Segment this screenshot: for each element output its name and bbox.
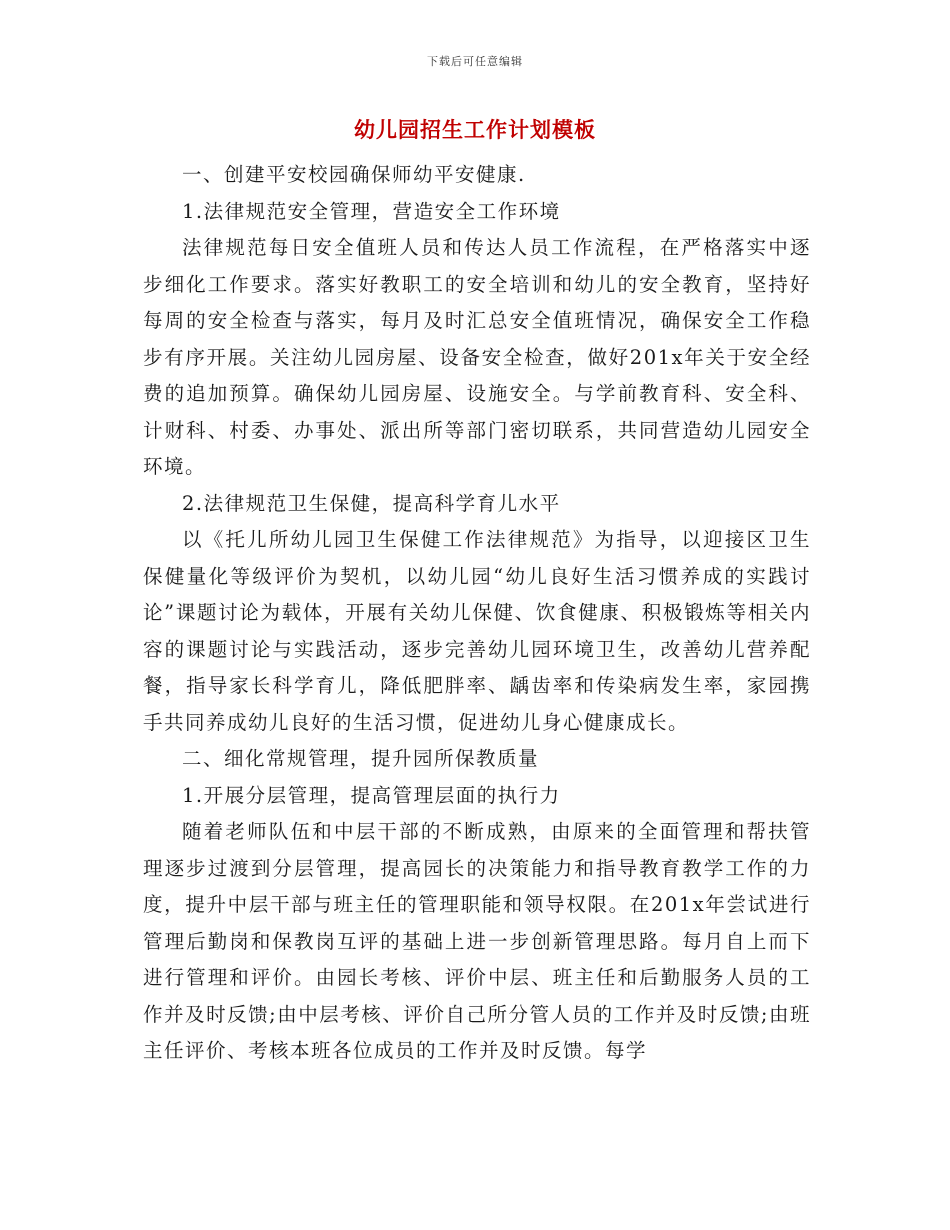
subsection-heading-2-1: 1.开展分层管理，提高管理层面的执行力: [182, 783, 561, 807]
document-body: [143, 157, 811, 1070]
document-title: 幼儿园招生工作计划模板: [354, 117, 596, 142]
subsection-heading-1-1: 1.法律规范安全管理，营造安全工作环境: [182, 199, 561, 223]
body-paragraph: 以《托儿所幼儿园卫生保健工作法律规范》为指导，以迎接区卫生保健量化等级评价为契机，以幼儿园“幼儿良好生活习惯养成的实践讨论”课题讨论为载体，开展有关幼儿保健、饮食健康、积极锻炼等相关内容的课题讨论与实践活动，逐步完善幼儿园环境卫生，改善幼儿营养配餐，指导家长科学育儿，降低肥胖率、龋齿率和传染病发生率，家园携手共同养成幼儿良好的生活习惯，促进幼儿身心健康成长。: [143, 528, 811, 734]
section-heading-1: 一、创建平安校园确保师幼平安健康.: [182, 163, 526, 186]
body-paragraph: 法律规范每日安全值班人员和传达人员工作流程，在严格落实中逐步细化工作要求。落实好教职工的安全培训和幼儿的安全教育，坚持好每周的安全检查与落实，每月及时汇总安全值班情况，确保安全工作稳步有序开展。关注幼儿园房屋、设备安全检查，做好201x年关于安全经费的追加预算。确保幼儿园房屋、设施安全。与学前教育科、安全科、计财科、村委、办事处、派出所等部门密切联系，共同营造幼儿园安全环境。: [143, 236, 811, 478]
header-note: 下载后可任意编辑: [427, 55, 523, 68]
body-paragraph: 随着老师队伍和中层干部的不断成熟，由原来的全面管理和帮扶管理逐步过渡到分层管理，提高园长的决策能力和指导教育教学工作的力度，提升中层干部与班主任的管理职能和领导权限。在201x年尝试进行管理后勤岗和保教岗互评的基础上进一步创新管理思路。每月自上而下进行管理和评价。由园长考核、评价中层、班主任和后勤服务人员的工作并及时反馈;由中层考核、评价自己所分管人员的工作并及时反馈;由班主任评价、考核本班各位成员的工作并及时反馈。每学: [143, 820, 811, 1062]
section-heading-2: 二、细化常规管理，提升园所保教质量: [182, 747, 540, 770]
subsection-heading-1-2: 2.法律规范卫生保健，提高科学育儿水平: [182, 491, 561, 515]
